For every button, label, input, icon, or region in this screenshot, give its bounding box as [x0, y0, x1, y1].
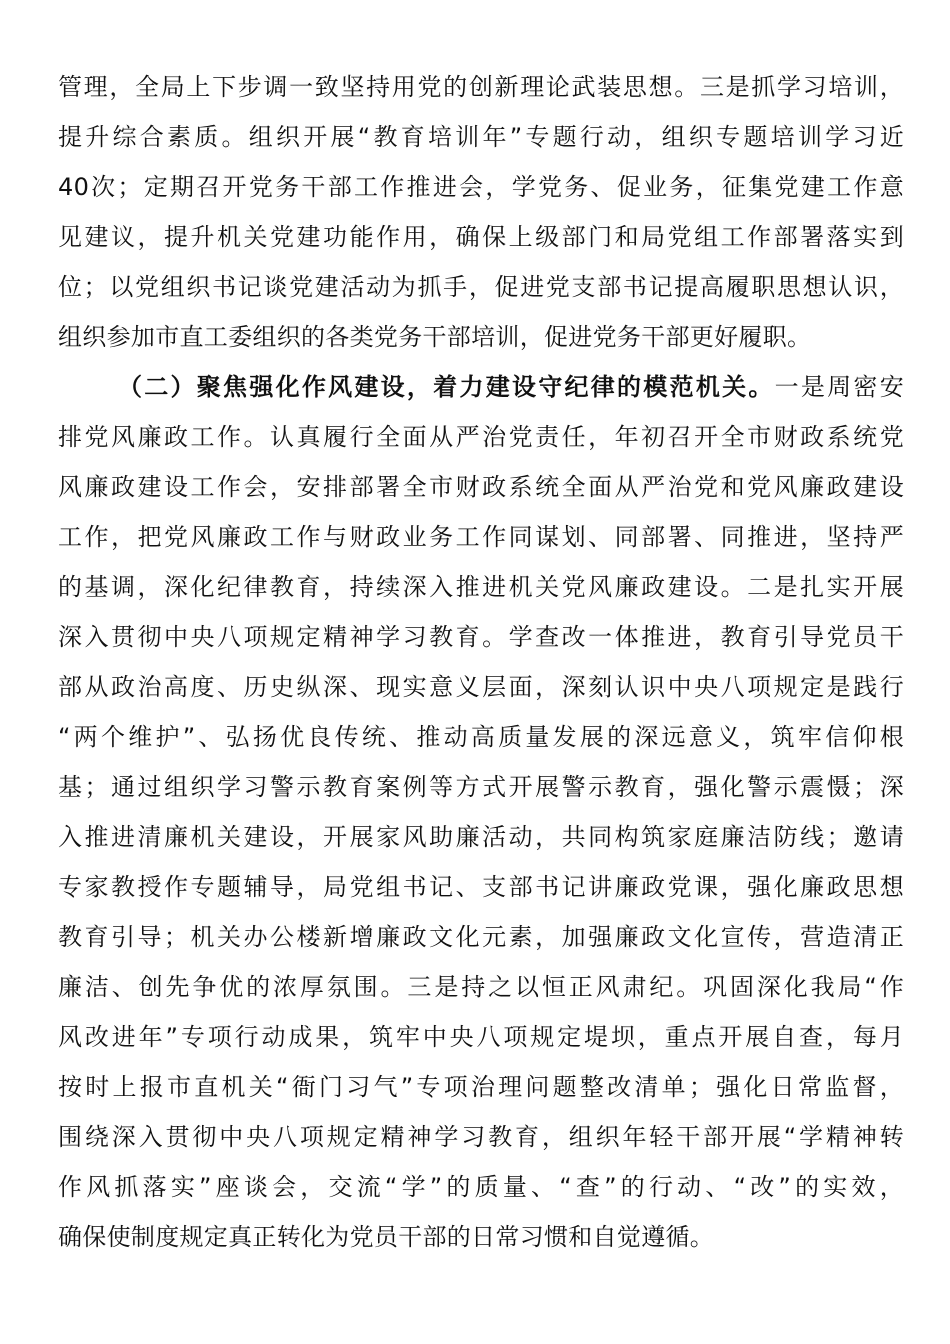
text-line: 40次；定期召开党务干部工作推进会，学党务、促业务，征集党建工作意: [58, 173, 904, 201]
text-line: 专家教授作专题辅导，局党组书记、支部书记讲廉政党课，强化廉政思想: [58, 873, 904, 901]
text-line: 见建议，提升机关党建功能作用，确保上级部门和局党组工作部署落实到: [58, 223, 904, 251]
text-line: 位；以党组织书记谈党建活动为抓手，促进党支部书记提高履职思想认识，: [58, 273, 904, 301]
document-page: [58, 62, 904, 1262]
text-line: 部从政治高度、历史纵深、现实意义层面，深刻认识中央八项规定是践行: [58, 673, 904, 701]
section-heading: （二）聚焦强化作风建设，着力建设守纪律的模范机关。: [118, 373, 775, 401]
paragraph-work-style: [58, 362, 904, 1262]
text-line: 深入贯彻中央八项规定精神学习教育。学查改一体推进，教育引导党员干: [58, 623, 904, 651]
text-line: 教育引导；机关办公楼新增廉政文化元素，加强廉政文化宣传，营造清正: [58, 923, 904, 951]
text-line: 基；通过组织学习警示教育案例等方式开展警示教育，强化警示震慑；深: [58, 773, 904, 801]
paragraph-training: [58, 62, 904, 362]
heading-line-rest: 一是周密安: [774, 373, 904, 401]
text-line: 风改进年”专项行动成果，筑牢中央八项规定堤坝，重点开展自查，每月: [58, 1023, 904, 1051]
text-line: 排党风廉政工作。认真履行全面从严治党责任，年初召开全市财政系统党: [58, 423, 904, 451]
text-line: 入推进清廉机关建设，开展家风助廉活动，共同构筑家庭廉洁防线；邀请: [58, 823, 904, 851]
text-line: 管理，全局上下步调一致坚持用党的创新理论武装思想。三是抓学习培训，: [58, 73, 904, 101]
text-line: 作风抓落实”座谈会，交流“学”的质量、“查”的行动、“改”的实效，: [58, 1173, 904, 1201]
text-line: 组织参加市直工委组织的各类党务干部培训，促进党务干部更好履职。: [58, 323, 812, 351]
text-line: 提升综合素质。组织开展“教育培训年”专题行动，组织专题培训学习近: [58, 123, 904, 151]
text-line: “两个维护”、弘扬优良传统、推动高质量发展的深远意义，筑牢信仰根: [58, 723, 904, 751]
text-line: 工作，把党风廉政工作与财政业务工作同谋划、同部署、同推进，坚持严: [58, 523, 904, 551]
text-line: 风廉政建设工作会，安排部署全市财政系统全面从严治党和党风廉政建设: [58, 473, 904, 501]
text-line: [58, 362, 904, 412]
text-line: 按时上报市直机关“衙门习气”专项治理问题整改清单；强化日常监督，: [58, 1073, 904, 1101]
text-line: 的基调，深化纪律教育，持续深入推进机关党风廉政建设。二是扎实开展: [58, 573, 904, 601]
text-line: 围绕深入贯彻中央八项规定精神学习教育，组织年轻干部开展“学精神转: [58, 1123, 904, 1151]
text-line: 廉洁、创先争优的浓厚氛围。三是持之以恒正风肃纪。巩固深化我局“作: [58, 973, 904, 1001]
text-line: 确保使制度规定真正转化为党员干部的日常习惯和自觉遵循。: [58, 1223, 715, 1251]
